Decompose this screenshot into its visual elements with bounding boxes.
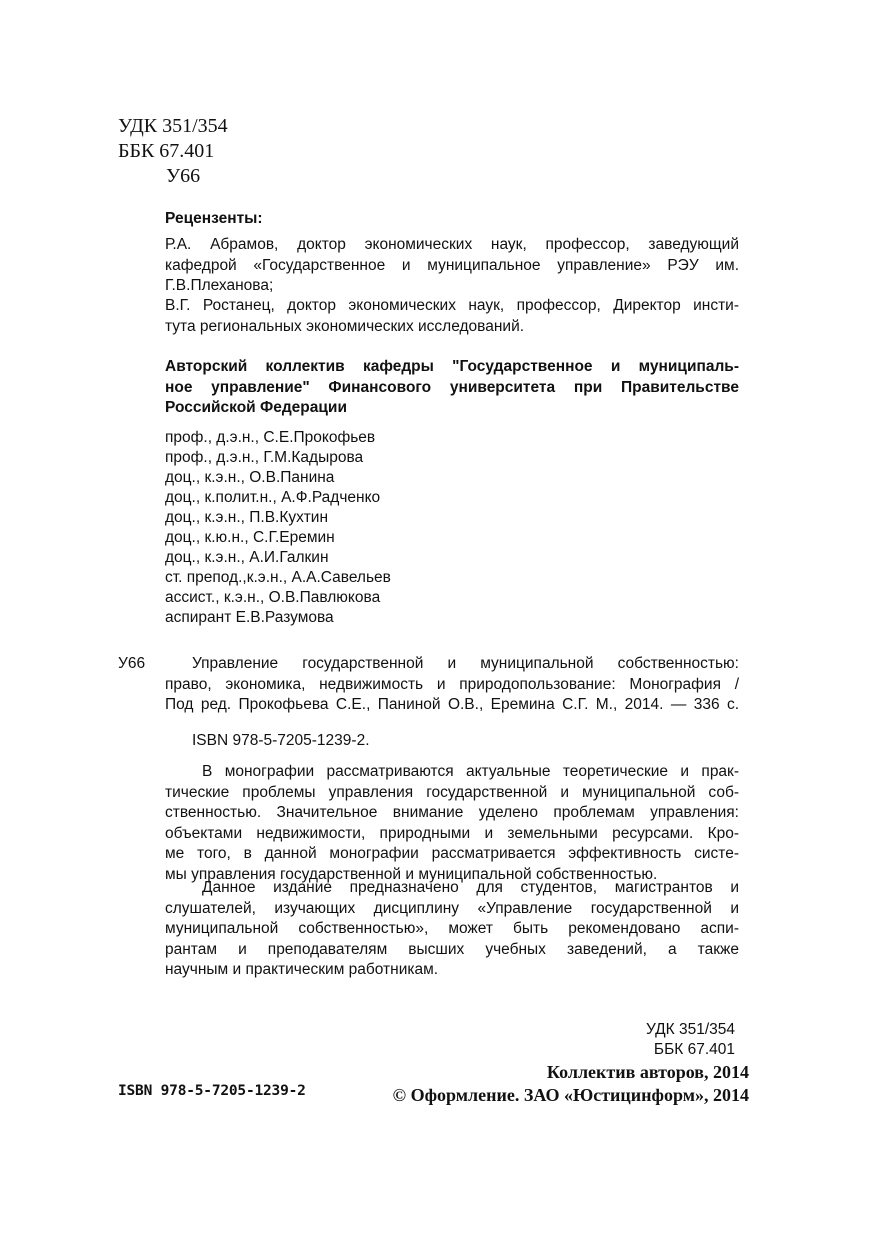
reviewers-title: Рецензенты: — [165, 210, 263, 227]
text-line: тические проблемы управления государственной и муниципальной соб- — [165, 783, 739, 801]
author-sign: У66 — [166, 165, 201, 187]
author-item: доц., к.э.н., А.И.Галкин — [165, 549, 329, 566]
text-line: рантам и преподавателям высших учебных заведений, а также — [165, 940, 739, 958]
text-line: муниципальной собственностью», может быть рекомендовано аспи- — [165, 920, 739, 937]
copyright-design: © Оформление. ЗАО «Юстицинформ», 2014 — [392, 1085, 749, 1105]
bibliography-isbn: ISBN 978-5-7205-1239-2. — [192, 732, 370, 749]
author-item: проф., д.э.н., Г.М.Кадырова — [165, 449, 364, 466]
text-line: ме того, в данной монографии рассматривается эффективность систе- — [165, 845, 739, 862]
author-item: доц., к.э.н., П.В.Кухтин — [165, 509, 329, 526]
author-item: аспирант Е.В.Разумова — [165, 609, 334, 626]
bbk-code: ББК 67.401 — [118, 140, 215, 162]
authors-collective-heading — [165, 357, 739, 419]
text-line: научным и практическим работникам. — [165, 961, 439, 978]
authors-list — [165, 428, 391, 628]
copyright-authors: Коллектив авторов, 2014 — [546, 1062, 749, 1082]
author-item: доц., к.ю.н., С.Г.Еремин — [165, 529, 335, 546]
bibliography-code: У66 — [118, 655, 146, 672]
text-line: В.Г. Ростанец, доктор экономических наук, профессор, Директор инсти- — [165, 297, 739, 314]
text-line: Управление государственной и муниципальной собственностью: — [192, 655, 739, 672]
author-item: ассист., к.э.н., О.В.Павлюкова — [165, 589, 381, 606]
author-item: доц., к.э.н., О.В.Панина — [165, 469, 335, 486]
udk-code: УДК 351/354 — [118, 115, 228, 137]
text-line: Авторский коллектив кафедры "Государственное и муниципаль- — [165, 358, 739, 375]
text-line: тута региональных экономических исследований. — [165, 317, 525, 335]
text-line: В монографии рассматриваются актуальные теоретические и прак- — [202, 763, 739, 780]
text-line: право, экономика, недвижимость и природопользование: Монография / — [165, 675, 739, 693]
reviewer-1 — [165, 235, 739, 297]
author-item: ст. препод.,к.э.н., А.А.Савельев — [165, 569, 391, 586]
footer-bbk: ББК 67.401 — [653, 1041, 735, 1058]
author-item: проф., д.э.н., С.Е.Прокофьев — [165, 429, 376, 446]
text-line: мы управления государственной и муниципальной собственностью. — [165, 865, 658, 883]
text-line: ственностью. Значительное внимание уделено проблемам управления: — [165, 804, 739, 821]
author-item: доц., к.полит.н., А.Ф.Радченко — [165, 489, 381, 506]
text-line: Р.А. Абрамов, доктор экономических наук, профессор, заведующий — [165, 236, 739, 253]
bibliography-record — [165, 654, 739, 716]
annotation-paragraph — [165, 762, 739, 885]
text-line: кафедрой «Государственное и муниципальное управление» РЭУ им. — [165, 256, 739, 274]
purpose-paragraph — [165, 878, 739, 981]
text-line: Российской Федерации — [165, 399, 347, 416]
text-line: Г.В.Плеханова; — [165, 277, 274, 294]
text-line: слушателей, изучающих дисциплину «Управление государственной и — [165, 899, 739, 917]
footer-udk: УДК 351/354 — [645, 1021, 735, 1038]
text-line: Данное издание предназначено для студентов, магистрантов и — [202, 879, 739, 896]
footer-isbn: ISBN 978-5-7205-1239-2 — [118, 1083, 306, 1099]
reviewer-2 — [165, 296, 739, 337]
text-line: объектами недвижимости, природными и земельными ресурсами. Кро- — [165, 824, 739, 842]
text-line: Под ред. Прокофьева С.Е., Паниной О.В., Еремина С.Г. М., 2014. — 336 с. — [165, 696, 739, 713]
text-line: ное управление" Финансового университета при Правительстве — [165, 378, 739, 396]
